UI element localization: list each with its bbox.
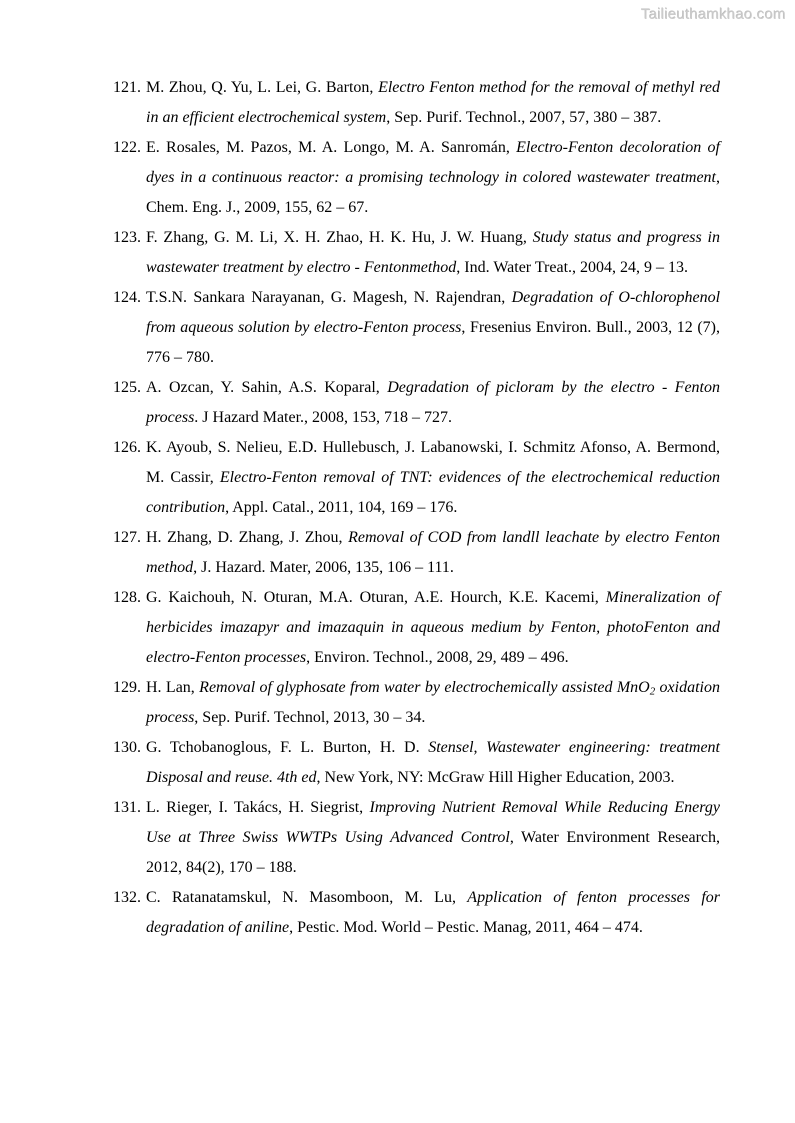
reference-text-segment: , Environ. Technol., 2008, 29, 489 – 496.: [306, 649, 569, 666]
reference-title-segment: Improving Nutrient Removal While Reducing Energy Use at Three Swiss WWTPs Using Advanced Control: [146, 799, 721, 846]
reference-text-segment: C. Ratanatamskul, N. Masomboon, M. Lu,: [146, 889, 468, 906]
reference-text-segment: , Sep. Purif. Technol., 2007, 57, 380 – 387.: [386, 109, 662, 126]
reference-number: 129.: [113, 679, 141, 696]
reference-text-segment: , Sep. Purif. Technol, 2013, 30 – 34.: [194, 709, 426, 726]
reference-item: [113, 583, 720, 673]
reference-text-segment: , Ind. Water Treat., 2004, 24, 9 – 13.: [456, 259, 689, 276]
reference-text-segment: , New York, NY: McGraw Hill Higher Education, 2003.: [316, 769, 675, 786]
reference-text-segment: H. Zhang, D. Zhang, J. Zhou,: [146, 529, 349, 546]
reference-number: 131.: [113, 799, 141, 816]
reference-item: [113, 433, 720, 523]
reference-title-segment: Study status and progress in wastewater treatment by electro - Fentonmethod: [146, 229, 720, 276]
reference-text-segment: , J. Hazard. Mater, 2006, 135, 106 – 111.: [193, 559, 454, 576]
reference-item: [113, 733, 720, 793]
reference-title-segment: 2: [649, 685, 656, 698]
reference-number: 130.: [113, 739, 141, 756]
reference-text-segment: , Appl. Catal., 2011, 104, 169 – 176.: [225, 499, 458, 516]
reference-list: [113, 73, 720, 943]
reference-number: 125.: [113, 379, 141, 396]
reference-title-segment: Degradation of picloram by the electro - Fenton process: [146, 379, 721, 426]
reference-text-segment: , Water Environment Research, 2012, 84(2), 170 – 188.: [146, 829, 720, 876]
reference-text-segment: F. Zhang, G. M. Li, X. H. Zhao, H. K. Hu, J. W. Huang,: [146, 229, 533, 246]
reference-text-segment: , Chem. Eng. J., 2009, 155, 62 – 67.: [146, 169, 720, 216]
reference-number: 132.: [113, 889, 141, 906]
reference-text-segment: K. Ayoub, S. Nelieu, E.D. Hullebusch, J. Labanowski, I. Schmitz Afonso, A. Bermond, M. Cassir,: [146, 439, 720, 486]
reference-title-segment: Removal of glyphosate from water by electrochemically assisted MnO: [199, 679, 650, 696]
reference-item: [113, 283, 720, 373]
reference-title-segment: Mineralization of herbicides imazapyr and imazaquin in aqueous medium by Fenton, photoFenton and electro-Fenton processes: [146, 589, 720, 666]
watermark-text: Tailieuthamkhao.com: [641, 6, 786, 23]
reference-title-segment: Electro Fenton method for the removal of methyl red in an efficient electrochemical system: [146, 79, 720, 126]
reference-number: 127.: [113, 529, 141, 546]
reference-number: 128.: [113, 589, 141, 606]
reference-text-segment: , Pestic. Mod. World – Pestic. Manag, 2011, 464 – 474.: [289, 919, 643, 936]
reference-number: 121.: [113, 79, 141, 96]
reference-title-segment: Electro-Fenton decoloration of dyes in a continuous reactor: a promising technology in colored wastewater treatment: [146, 139, 720, 186]
reference-item: [113, 133, 720, 223]
reference-title-segment: Removal of COD from landll leachate by electro Fenton method: [146, 529, 721, 576]
reference-title-segment: Electro-Fenton removal of TNT: evidences of the electrochemical reduction contribution: [146, 469, 720, 516]
reference-number: 123.: [113, 229, 141, 246]
reference-item: [113, 373, 720, 433]
reference-item: [113, 523, 720, 583]
reference-number: 124.: [113, 289, 141, 306]
reference-text-segment: . J Hazard Mater., 2008, 153, 718 – 727.: [194, 409, 453, 426]
reference-text-segment: L. Rieger, I. Takács, H. Siegrist,: [146, 799, 370, 816]
reference-title-segment: Degradation of O-chlorophenol from aqueous solution by electro-Fenton process: [146, 289, 721, 336]
reference-text-segment: T.S.N. Sankara Narayanan, G. Magesh, N. Rajendran,: [146, 289, 512, 306]
reference-text-segment: H. Lan,: [146, 679, 200, 696]
reference-number: 122.: [113, 139, 141, 156]
reference-text-segment: G. Kaichouh, N. Oturan, M.A. Oturan, A.E. Hourch, K.E. Kacemi,: [146, 589, 606, 606]
reference-title-segment: Stensel, Wastewater engineering: treatment Disposal and reuse. 4th ed: [146, 739, 721, 786]
reference-text-segment: G. Tchobanoglous, F. L. Burton, H. D.: [146, 739, 429, 756]
reference-item: [113, 793, 720, 883]
reference-text-segment: E. Rosales, M. Pazos, M. A. Longo, M. A. Sanromán,: [146, 139, 517, 156]
reference-item: [113, 223, 720, 283]
reference-item: [113, 673, 720, 733]
reference-text-segment: , Fresenius Environ. Bull., 2003, 12 (7), 776 – 780.: [146, 319, 721, 366]
reference-title-segment: oxidation process: [146, 679, 720, 726]
reference-item: [113, 883, 720, 943]
reference-item: [113, 73, 720, 133]
reference-text-segment: A. Ozcan, Y. Sahin, A.S. Koparal,: [146, 379, 388, 396]
reference-title-segment: Application of fenton processes for degradation of aniline: [146, 889, 720, 936]
reference-text-segment: M. Zhou, Q. Yu, L. Lei, G. Barton,: [146, 79, 379, 96]
reference-number: 126.: [113, 439, 141, 456]
